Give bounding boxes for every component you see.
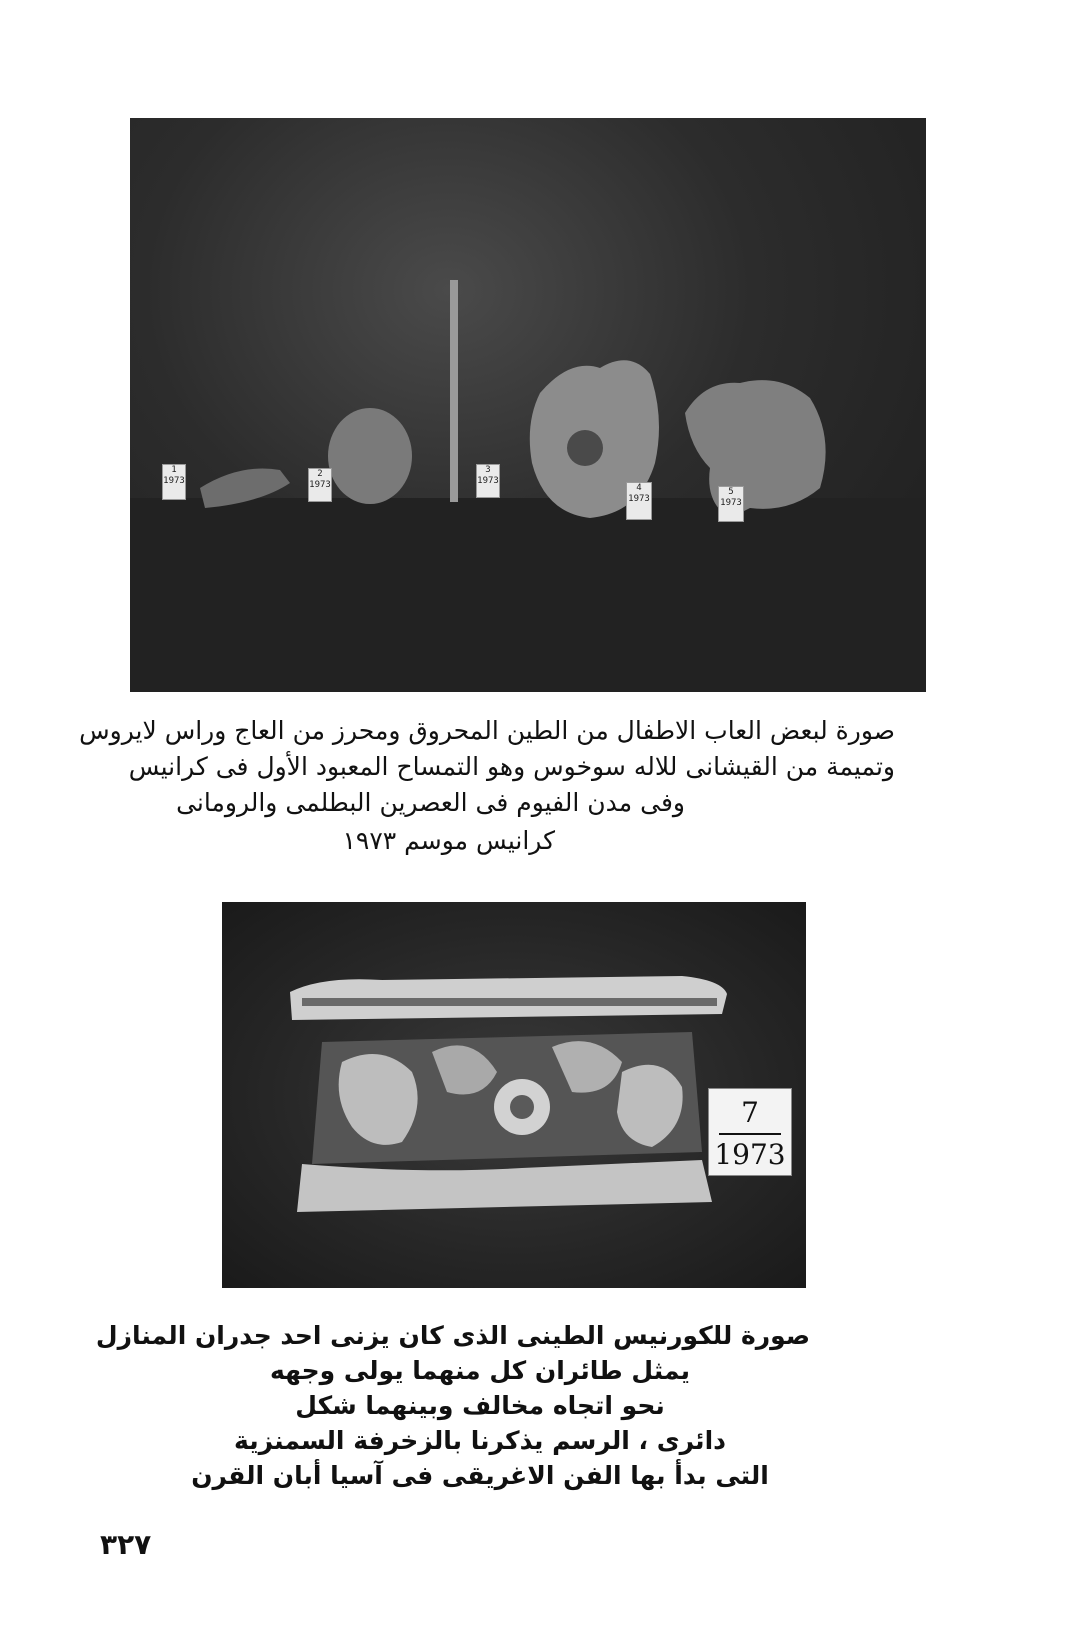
caption-line: صورة للكورنيس الطينى الذى كان يزنى احد جدران المنازل [95, 1321, 810, 1350]
label-tag: 7 1973 [708, 1088, 792, 1176]
caption-line: وتميمة من القيشانى للاله سوخوس وهو التمساح المعبود الأول فى كرانيس [128, 752, 895, 781]
label-tag: 5 1973 [718, 486, 744, 522]
caption-line: يمثل طائران كل منهما يولى وجهه [269, 1356, 691, 1385]
label-tag: 3 1973 [476, 464, 500, 498]
caption-line: صورة لبعض العاب الاطفال من الطين المحروق ومحرز من العاج وراس لايروس [79, 716, 895, 745]
label-tag: 2 1973 [308, 468, 332, 502]
caption-line: كرانيس موسم ١٩٧٣ [342, 826, 555, 855]
caption-line: دائرى ، الرسم يذكرنا بالزخرفة السمنزية [234, 1426, 726, 1455]
photo-toys-illustration [130, 118, 926, 692]
caption-cornice [95, 1318, 810, 1493]
page-number: ٣٢٧ [100, 1528, 152, 1561]
photo-clay-cornice [222, 902, 806, 1288]
caption-line: التى بدأ بها الفن الاغريقى فى آسيا أبان القرن [191, 1461, 769, 1490]
caption-line: وفى مدن الفيوم فى العصرين البطلمى والرومانى [176, 788, 685, 817]
photo-toys-and-amulet [130, 118, 926, 692]
caption-line: نحو اتجاه مخالف وبينهما شكل [295, 1391, 665, 1420]
label-tag: 1 1973 [162, 464, 186, 500]
label-tag: 4 1973 [626, 482, 652, 520]
